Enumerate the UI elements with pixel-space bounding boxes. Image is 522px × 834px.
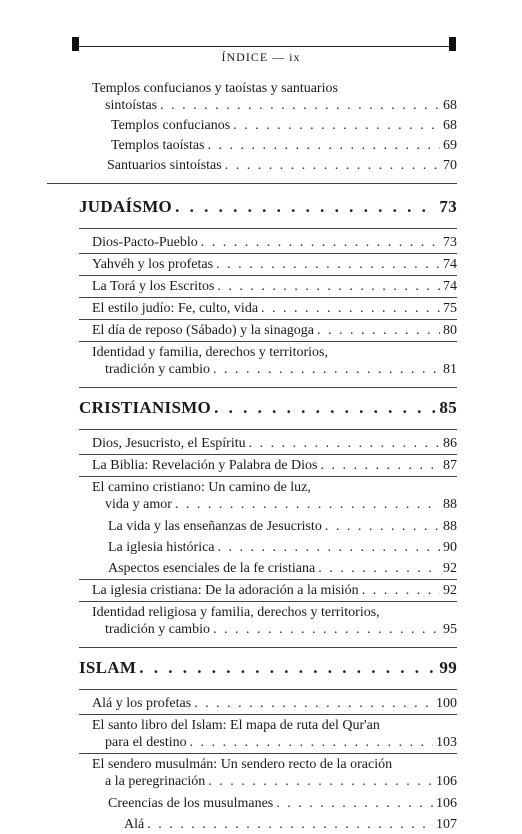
toc-entry-title: Dios, Jesucristo, el Espíritu (92, 436, 246, 451)
toc-entry-title: El día de reposo (Sábado) y la sinagoga (92, 323, 314, 338)
toc-entry (79, 229, 457, 254)
toc-page-number: 68 (443, 98, 457, 113)
toc-entry (79, 515, 457, 536)
toc-entry (79, 276, 457, 298)
leader-dots (217, 278, 440, 295)
leader-dots (261, 300, 440, 317)
toc-entry (79, 690, 457, 715)
toc-page-number: 106 (436, 774, 457, 789)
toc-entry-title: La iglesia histórica (108, 540, 215, 555)
toc-page-number: 68 (443, 118, 457, 133)
toc-entry-title-cont: vida y amor (105, 497, 172, 512)
toc-entry-title: El camino cristiano: Un camino de luz, (92, 480, 311, 495)
toc-entry (79, 813, 457, 834)
leader-dots (249, 435, 440, 452)
leader-dots (218, 539, 440, 556)
leader-dots (214, 397, 436, 419)
toc-page-number: 86 (443, 436, 457, 451)
toc-entry (79, 754, 457, 792)
leader-dots (317, 322, 440, 339)
section-title: JUDAÍSMO (79, 197, 173, 216)
toc-entry-title: Alá y los profetas (92, 696, 192, 711)
leader-dots (194, 695, 433, 712)
toc-entry-title: Templos confucianos (111, 118, 231, 133)
toc-page-number: 73 (443, 235, 457, 250)
leader-dots (175, 196, 436, 218)
leader-dots (233, 117, 440, 134)
toc-page-number: 74 (443, 279, 457, 294)
toc-entry (47, 157, 457, 184)
toc-page-number: 88 (443, 519, 457, 534)
toc-entry-title-cont: tradición y cambio (105, 622, 210, 637)
leader-dots (190, 734, 433, 751)
toc-section-cristianismo (79, 397, 457, 430)
toc-entry (79, 117, 457, 134)
leader-dots (139, 657, 436, 679)
toc-entry (79, 298, 457, 320)
toc-entry (79, 455, 457, 477)
leader-dots (225, 157, 440, 174)
leader-dots (325, 518, 440, 535)
toc-entry (79, 320, 457, 342)
toc-entry-title-cont: a la peregrinación (105, 774, 206, 789)
toc-entry (79, 715, 457, 754)
toc-entry-title: Dios-Pacto-Pueblo (92, 235, 198, 250)
header-rule (79, 46, 449, 47)
leader-dots (147, 816, 433, 833)
toc-entry (79, 557, 457, 580)
toc-page-number: 81 (443, 362, 457, 377)
toc-page-number: 95 (443, 622, 457, 637)
toc-entry (79, 430, 457, 455)
toc-page-number: 85 (439, 398, 457, 417)
toc-page-number: 70 (443, 158, 457, 173)
leader-dots (175, 496, 440, 513)
leader-dots (362, 582, 440, 599)
toc-entry (79, 580, 457, 602)
leader-dots (321, 457, 441, 474)
toc-entry-title: La Biblia: Revelación y Palabra de Dios (92, 458, 318, 473)
toc-page-number: 74 (443, 257, 457, 272)
toc-page-number: 106 (436, 796, 457, 811)
toc-entry-title: Santuarios sintoístas (107, 158, 222, 173)
leader-dots (208, 137, 440, 154)
toc-entry-title: Templos confucianos y taoístas y santuarios (92, 81, 338, 96)
toc-entry-title: Creencias de los musulmanes (108, 796, 274, 811)
toc-entry-title: La vida y las enseñanzas de Jesucristo (108, 519, 322, 534)
section-title: ISLAM (79, 658, 137, 677)
toc-page-number: 87 (443, 458, 457, 473)
leader-dots (216, 256, 440, 273)
toc-entry-title: La iglesia cristiana: De la adoración a la misión (92, 583, 359, 598)
crop-mark-right (449, 37, 456, 51)
toc-entry (79, 254, 457, 276)
toc-page-number: 107 (436, 817, 457, 832)
toc-entry-title: Aspectos esenciales de la fe cristiana (108, 561, 316, 576)
leader-dots (318, 560, 440, 577)
toc-entry (79, 137, 457, 154)
toc-entry-title-cont: tradición y cambio (105, 362, 210, 377)
toc-entry (79, 477, 457, 515)
toc-page-number: 73 (439, 197, 457, 216)
toc-entry-title: Identidad y familia, derechos y territorios, (92, 345, 328, 360)
leader-dots (276, 795, 433, 812)
toc-entry (79, 602, 457, 648)
toc-page-number: 100 (436, 696, 457, 711)
toc-section-islam (79, 657, 457, 690)
toc-entry-title: Identidad religiosa y familia, derechos y territorios, (92, 605, 380, 620)
toc-entry-title: El estilo judío: Fe, culto, vida (92, 301, 259, 316)
toc-entry-title: Alá (124, 817, 145, 832)
leader-dots (201, 234, 440, 251)
toc-entry (92, 80, 457, 114)
leader-dots (213, 361, 440, 378)
running-header: ÍNDICE — ix (221, 50, 301, 64)
table-of-contents (79, 80, 457, 834)
toc-page-number: 90 (443, 540, 457, 555)
toc-entry-title-cont: para el destino (105, 735, 187, 750)
leader-dots (208, 773, 433, 790)
toc-entry (79, 536, 457, 557)
toc-page-number: 75 (443, 301, 457, 316)
leader-dots (160, 97, 440, 114)
toc-page-number: 69 (443, 138, 457, 153)
toc-entry-title: La Torá y los Escritos (92, 279, 215, 294)
toc-entry-title: El santo libro del Islam: El mapa de ruta del Qur'an (92, 718, 380, 733)
toc-entry-title: Yahvéh y los profetas (92, 257, 214, 272)
toc-page-number: 103 (436, 735, 457, 750)
toc-entry-title: El sendero musulmán: Un sendero recto de la oración (92, 757, 393, 772)
toc-page-number: 80 (443, 323, 457, 338)
toc-entry (79, 342, 457, 388)
toc-page-number: 99 (439, 658, 457, 677)
toc-entry (79, 792, 457, 813)
leader-dots (213, 621, 440, 638)
toc-page-number: 92 (443, 583, 457, 598)
toc-page-number: 92 (443, 561, 457, 576)
toc-section-judaismo (79, 196, 457, 229)
crop-mark-left (72, 37, 79, 51)
toc-page-number: 88 (443, 497, 457, 512)
toc-entry-title: Templos taoístas (111, 138, 205, 153)
section-title: CRISTIANISMO (79, 398, 212, 417)
toc-entry-title-cont: sintoístas (105, 98, 158, 113)
